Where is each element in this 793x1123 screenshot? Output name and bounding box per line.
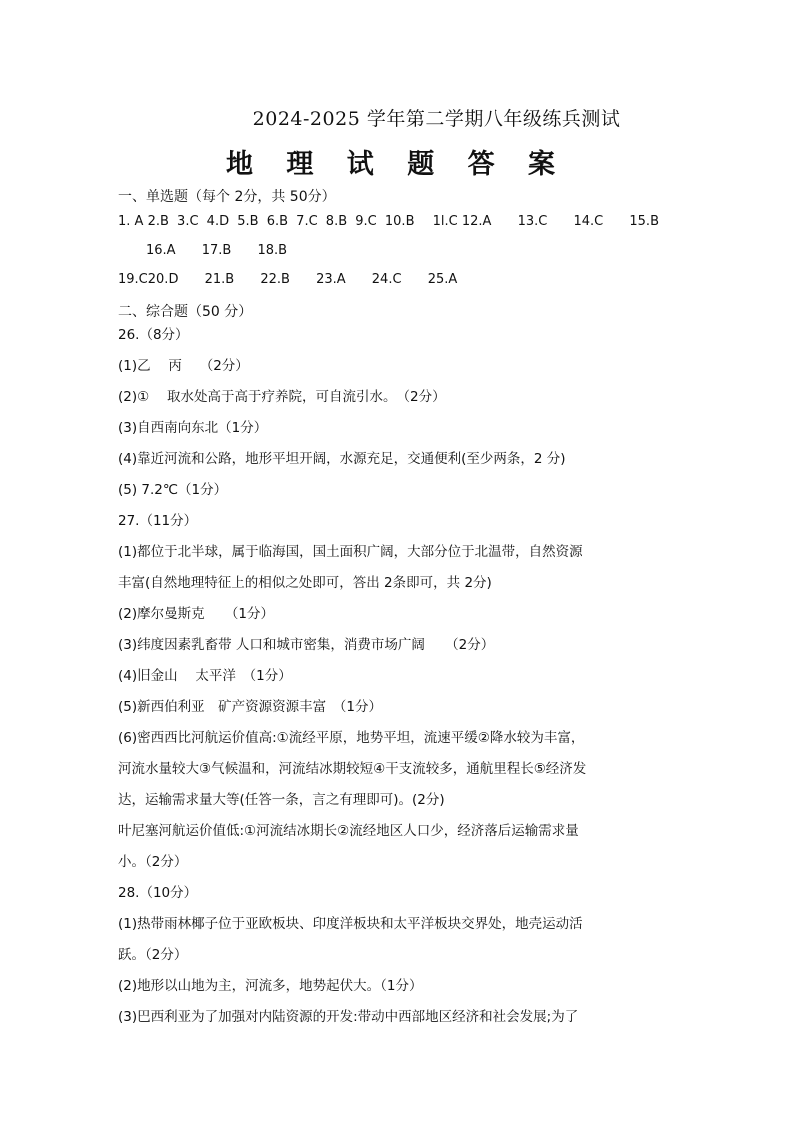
mc-answer: 20.D xyxy=(147,272,179,287)
mc-answer: 17.B xyxy=(201,243,232,258)
mc-answer: 22.B xyxy=(260,272,290,287)
answer-line: (3)巴西利亚为了加强对内陆资源的开发:带动中西部地区经济和社会发展;为了 xyxy=(118,1009,579,1025)
answer-line: (1)乙 丙 （2分） xyxy=(118,358,249,374)
answer-line: 小。（2分） xyxy=(118,854,188,870)
answer-line: 叶尼塞河航运价值低:①河流结冰期长②流经地区人口少，经济落后运输需求量 xyxy=(118,823,579,839)
answer-line: (5)新西伯利亚 矿产资源资源丰富 （1分） xyxy=(118,699,382,715)
answer-line: (4)旧金山 太平洋 （1分） xyxy=(118,668,292,684)
mc-answer: 9.C xyxy=(355,214,377,229)
answer-line: (2)地形以山地为主，河流多，地势起伏大。（1分） xyxy=(118,978,423,994)
answer-line: 跃。（2分） xyxy=(118,947,188,963)
answer-line: (5) 7.2℃（1分） xyxy=(118,482,228,498)
mc-answer: 16.A xyxy=(146,243,176,258)
answer-line: 27.（11分） xyxy=(118,513,198,529)
mc-answer: 3.C xyxy=(177,214,199,229)
mc-answer: 1. A xyxy=(118,214,144,229)
mc-answer: 23.A xyxy=(316,272,346,287)
mc-answer: 24.C xyxy=(371,272,402,287)
mc-row-2 xyxy=(146,243,287,258)
mc-row-3 xyxy=(118,272,457,287)
answer-line: (6)密西西比河航运价值高:①流经平原，地势平坦，流速平缓②降水较为丰富， xyxy=(118,730,585,746)
mc-answer: 12.A xyxy=(461,214,492,229)
mc-answer: 7.C xyxy=(296,214,318,229)
exam-subtitle: 地 理 试 题 答 案 xyxy=(226,149,567,180)
exam-title: 2024-2025 学年第二学期八年级练兵测试 xyxy=(252,108,621,130)
mc-answer: 25.A xyxy=(427,272,458,287)
mc-answer: 2.B xyxy=(147,214,169,229)
mc-answer: 15.B xyxy=(629,214,659,229)
answer-line: 河流水量较大③气候温和，河流结冰期较短④干支流较多，通航里程长⑤经济发 xyxy=(118,761,587,777)
answer-line: 28.（10分） xyxy=(118,885,198,901)
section1-heading: 一、单选题（每个 2分，共 50分） xyxy=(118,189,336,205)
answer-line: (2)摩尔曼斯克 （1分） xyxy=(118,606,274,622)
mc-answer: 14.C xyxy=(573,214,604,229)
mc-answer: 10.B xyxy=(384,214,415,229)
answer-line: (1)热带雨林椰子位于亚欧板块、印度洋板块和太平洋板块交界处，地壳运动活 xyxy=(118,916,583,932)
mc-answer: 21.B xyxy=(204,272,235,287)
answer-line: 26.（8分） xyxy=(118,327,189,343)
mc-answer: 18.B xyxy=(257,243,288,258)
mc-answer: 1l.C xyxy=(432,214,458,229)
mc-answer: 4.D xyxy=(206,214,230,229)
mc-row-1 xyxy=(118,214,659,229)
answer-line: (3)自西南向东北（1分） xyxy=(118,420,268,436)
mc-answer: 19.C xyxy=(118,272,148,287)
mc-answer: 5.B xyxy=(237,214,259,229)
answer-line: 丰富(自然地理特征上的相似之处即可，答出 2条即可，共 2分) xyxy=(118,575,492,591)
answer-line: (1)都位于北半球，属于临海国，国土面积广阔，大部分位于北温带，自然资源 xyxy=(118,544,583,560)
answer-line: (4)靠近河流和公路，地形平坦开阔，水源充足，交通便利(至少两条，2 分) xyxy=(118,451,566,467)
section2-heading: 二、综合题（50 分） xyxy=(118,304,253,320)
mc-answer: 8.B xyxy=(325,214,348,229)
answer-line: 达，运输需求量大等(任答一条，言之有理即可)。(2分) xyxy=(118,792,445,808)
answer-line: (2)① 取水处高于高于疗养院，可自流引水。 （2分） xyxy=(118,389,446,405)
answer-line: (3)纬度因素乳畜带 人口和城市密集，消费市场广阔 （2分） xyxy=(118,637,495,653)
mc-answer: 13.C xyxy=(517,214,548,229)
mc-answer: 6.B xyxy=(266,214,289,229)
